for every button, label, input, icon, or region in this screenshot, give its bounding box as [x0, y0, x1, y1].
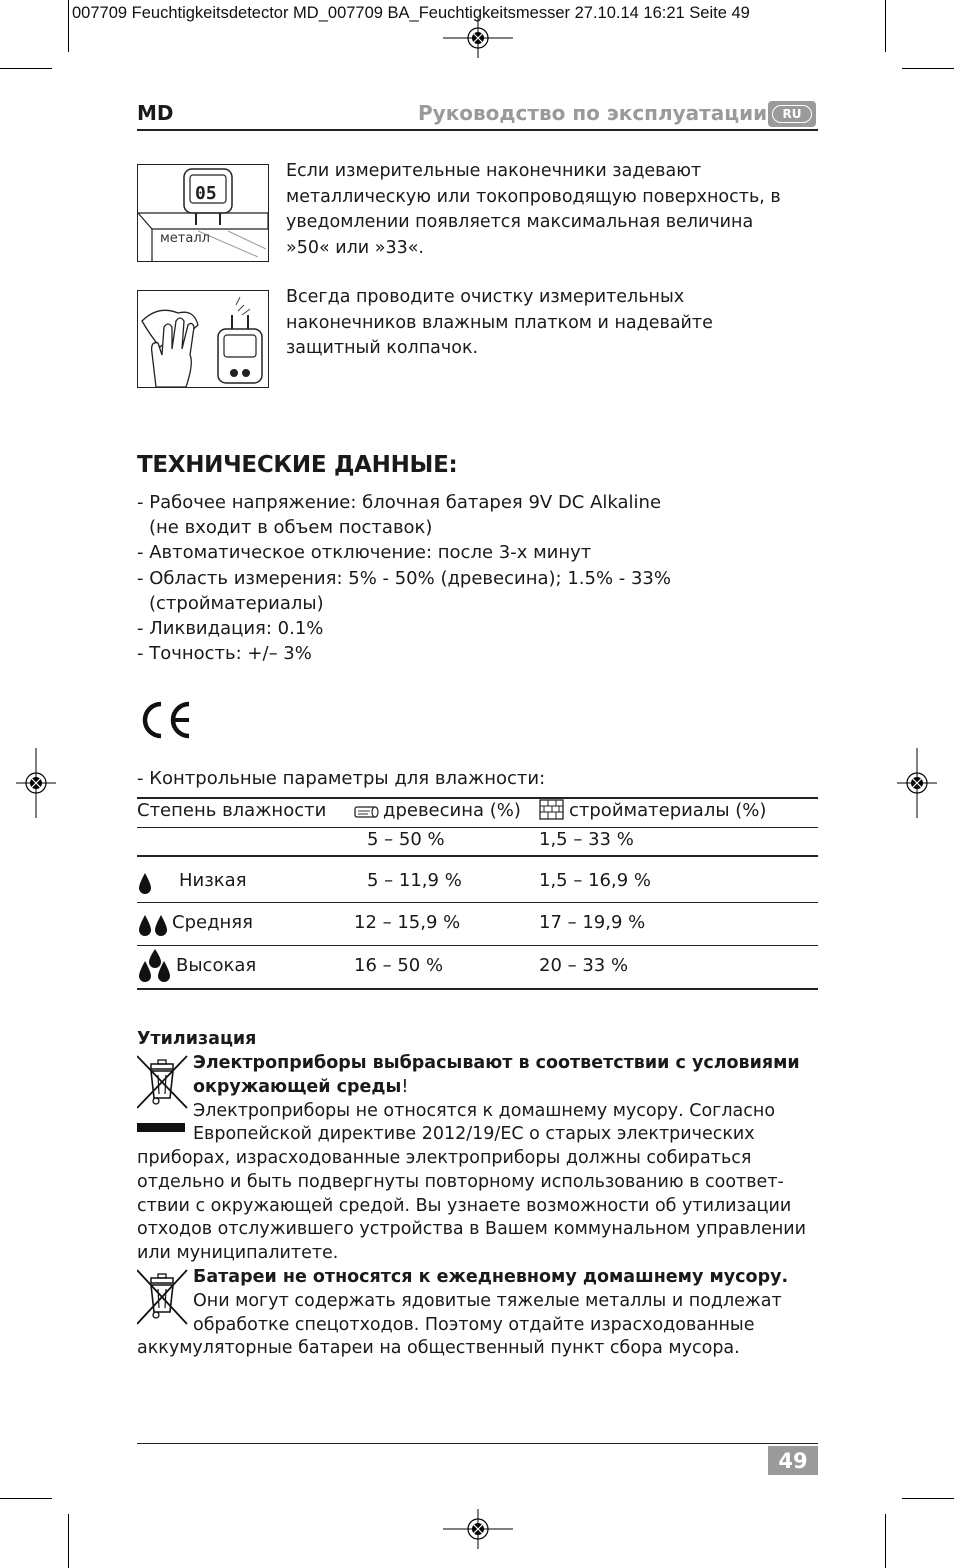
list-item: - Ликвидация: 0.1%	[137, 618, 324, 640]
list-item: - Точность: +/– 3%	[137, 643, 312, 665]
header-rule	[137, 129, 818, 131]
row-label-medium: Средняя	[172, 912, 253, 933]
text-line: аккумуляторные батареи на общественный пункт сбора мусора.	[137, 1338, 740, 1358]
registration-mark-icon	[443, 1509, 513, 1549]
list-item: (не входит в объем поставок)	[149, 517, 433, 539]
crop-mark	[902, 1498, 954, 1499]
text-line: Они могут содержать ядовитые тяжелые металлы и подлежат	[193, 1290, 782, 1311]
text-line: Всегда проводите очистку измерительных	[286, 287, 685, 307]
text-line: уведомлении появляется максимальная величина	[286, 212, 754, 232]
registration-mark-icon	[16, 748, 56, 818]
table-rule	[137, 827, 818, 828]
metal-label: металл	[160, 231, 210, 246]
tech-data-list	[137, 490, 671, 666]
bold-text: окружающей среды	[193, 1076, 402, 1097]
col-header-wood: древесина (%)	[383, 800, 521, 821]
language-badge-label: RU	[772, 105, 812, 123]
row-label-high: Высокая	[176, 955, 257, 976]
table-rule	[137, 945, 818, 946]
list-item: (стройматериалы)	[149, 592, 324, 614]
text-line: Европейской директиве 2012/19/EC о старых электрических	[193, 1124, 755, 1145]
col-header-building: стройматериалы (%)	[569, 800, 767, 821]
list-item: - Рабочее напряжение: блочная батарея 9V DC Alkaline	[137, 492, 662, 513]
list-item: - Область измерения: 5% - 50% (древесина); 1.5% - 33%	[137, 567, 671, 589]
registration-mark-icon	[443, 18, 513, 58]
disposal-p1-body	[137, 1147, 806, 1266]
bold-text: Батареи не относятся к ежедневному домашнему мусору.	[193, 1267, 789, 1287]
header-model: MD	[137, 101, 174, 125]
ce-mark-icon	[137, 700, 193, 740]
crop-mark	[68, 0, 69, 52]
wood-icon	[354, 804, 380, 820]
text-line: Если измерительные наконечники задевают	[286, 161, 702, 181]
range-building: 1,5 – 33 %	[539, 829, 634, 850]
disposal-title: Утилизация	[137, 1029, 257, 1049]
text-line: »50« или »33«.	[286, 237, 424, 258]
crossed-bin-battery-icon	[137, 1268, 189, 1326]
paragraph-metal-contact	[286, 159, 781, 261]
header-title: Руководство по эксплуатации	[418, 101, 768, 125]
crop-mark	[0, 68, 52, 69]
brick-wall-icon	[539, 799, 565, 821]
text-line: отдельно и быть подвергнуты повторному использованию в соответ-	[137, 1171, 784, 1192]
crop-mark	[885, 1514, 886, 1568]
row-wood-high: 16 – 50 %	[354, 955, 444, 976]
table-rule	[137, 855, 818, 857]
crop-mark	[885, 0, 886, 52]
lcd-display-value: 05	[195, 183, 217, 204]
exclamation: !	[401, 1076, 409, 1097]
disposal-p2-body	[137, 1337, 740, 1361]
water-drop-icon	[137, 872, 153, 896]
moisture-table-intro: - Контрольные параметры для влажности:	[137, 768, 546, 789]
row-wood-medium: 12 – 15,9 %	[354, 912, 461, 933]
text-line: ствии с окружающей средой. Вы узнаете возможности об утилизации	[137, 1195, 792, 1216]
crop-mark	[68, 1514, 69, 1568]
col-header-level: Степень влажности	[137, 800, 327, 821]
paragraph-cleaning	[286, 285, 713, 362]
text-line: Электроприборы не относятся к домашнему мусору. Согласно	[193, 1100, 776, 1121]
disposal-p1-heading	[193, 1052, 800, 1147]
disposal-p2-heading	[193, 1266, 788, 1337]
text-line: или муниципалитете.	[137, 1243, 339, 1264]
text-line: обработке спецотходов. Поэтому отдайте израсходованные	[193, 1314, 755, 1335]
text-line: приборах, израсходованные электроприборы должны собираться	[137, 1148, 752, 1168]
language-badge	[768, 101, 816, 127]
table-rule	[137, 988, 818, 990]
moisture-meter-icon	[138, 165, 268, 261]
three-water-drops-icon	[137, 948, 173, 984]
metal-contact-illustration	[137, 164, 269, 262]
hand-cloth-icon	[138, 291, 268, 387]
crop-mark	[0, 1498, 52, 1499]
bold-text: Электроприборы выбрасывают в соответствии с условиями	[193, 1053, 800, 1073]
row-building-high: 20 – 33 %	[539, 955, 629, 976]
page-number: 49	[768, 1446, 818, 1475]
text-line: металлическую или токопроводящую поверхность, в	[286, 186, 781, 207]
table-rule	[137, 902, 818, 903]
print-slug-line: 007709 Feuchtigkeitsdetector MD_007709 BA_Feuchtigkeitsmesser 27.10.14 16:21 Seite 49	[72, 4, 750, 22]
crop-mark	[902, 68, 954, 69]
two-water-drops-icon	[137, 914, 171, 938]
footer-rule	[137, 1443, 818, 1444]
cleaning-illustration	[137, 290, 269, 388]
tech-data-title: ТЕХНИЧЕСКИЕ ДАННЫЕ:	[137, 452, 458, 478]
text-line: отходов отслужившего устройства в Вашем коммунальном управлении	[137, 1219, 807, 1240]
list-item: - Автоматическое отключение: после 3-х минут	[137, 542, 592, 564]
table-rule	[137, 797, 818, 799]
row-wood-low: 5 – 11,9 %	[367, 870, 462, 891]
text-line: защитный колпачок.	[286, 338, 479, 358]
row-label-low: Низкая	[179, 870, 247, 891]
registration-mark-icon	[897, 748, 937, 818]
text-line: наконечников влажным платком и надевайте	[286, 312, 713, 333]
crossed-bin-icon	[137, 1054, 189, 1134]
row-building-low: 1,5 – 16,9 %	[539, 870, 651, 891]
range-wood: 5 – 50 %	[367, 829, 445, 850]
row-building-medium: 17 – 19,9 %	[539, 912, 646, 933]
